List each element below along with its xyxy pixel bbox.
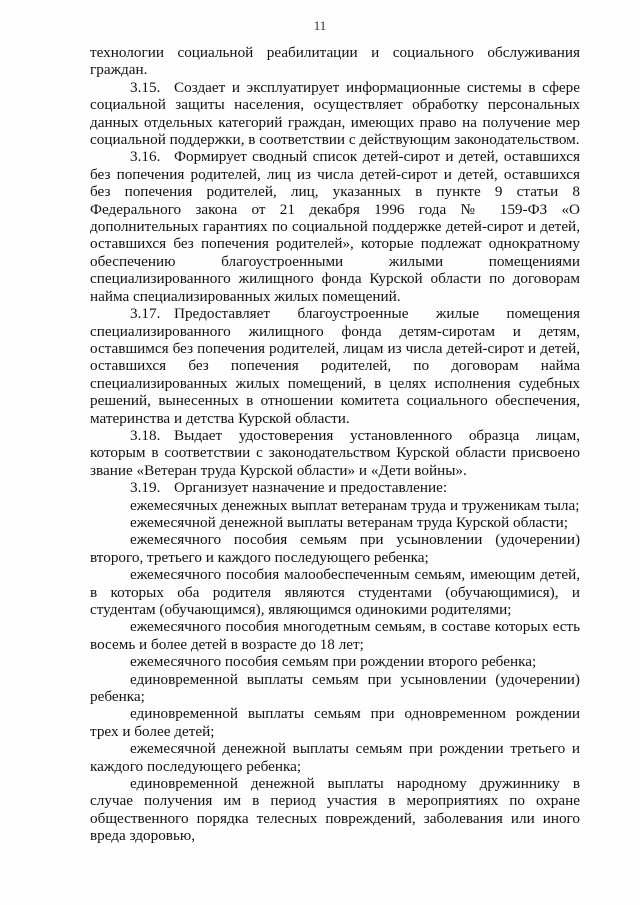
paragraph-3-17 (90, 305, 580, 427)
list-item: ежемесячного пособия семьям при рождении второго ребенка; (130, 653, 537, 671)
paragraph-3-18 (90, 427, 580, 479)
paragraph-text: Предоставляет благоустроенные жилые помещения специализированного жилищного фонда детям-сиротам и детям, оставшимся без попечения родителей, лицам из числа детей-сирот и детей, оставшихся без попечения родителей, по договорам найма специализированных жилых помещений, в целях исполнения судебных решений, вынесенных в отношении комитета социального обеспечения, материнства и детства Курской области. (90, 305, 580, 427)
list-item: ежемесячной денежной выплаты ветеранам труда Курской области; (130, 513, 569, 531)
paragraph-text: Организует назначение и предоставление: (174, 479, 448, 497)
paragraph-number: 3.15. (130, 78, 161, 96)
paragraph-text: Формирует сводный список детей-сирот и детей, оставшихся без попечения родителей, лиц из числа детей-сирот и детей, оставшихся без попечения родителей, лиц, указанных в пункте 9 статьи 8 Федерального закона от 21 декабря 1996 года № 159-ФЗ «О дополнительных гарантиях по социальной поддержке детей-сирот и детей, оставшихся без попечения родителей», которые подлежат однократному обеспечению благоустроенными жилыми помещениями специализированного жилищного фонда Курской области по договорам найма специализированных жилых помещений. (90, 148, 580, 305)
page-number: 11 (313, 18, 327, 33)
list-item: ежемесячного пособия малообеспеченным семьям, имеющим детей, в которых оба родителя являются студентами (обучающимися), и студентам (обучающимся), являющимся одинокими родителями; (90, 566, 580, 618)
list-item: единовременной выплаты семьям при одновременном рождении трех и более детей; (90, 705, 580, 740)
paragraph-3-15 (90, 79, 580, 149)
list-item: ежемесячной денежной выплаты семьям при рождении третьего и каждого последующего ребенка; (90, 740, 580, 775)
paragraph-number: 3.18. (130, 426, 161, 444)
paragraph-number: 3.17. (130, 305, 161, 323)
paragraph-text: Создает и эксплуатирует информационные системы в сфере социальной защиты населения, осуществляет обработку персональных данных отдельных категорий граждан, имеющих право на получение мер социальной поддержки, в соответствии с действующим законодательством. (90, 78, 580, 149)
paragraph-number: 3.19. (130, 479, 161, 497)
document-body (90, 44, 580, 845)
paragraph-3-19 (90, 479, 580, 496)
list-item: ежемесячного пособия семьям при усыновлении (удочерении) второго, третьего и каждого последующего ребенка; (90, 531, 580, 566)
list-item: ежемесячного пособия многодетным семьям, в составе которых есть восемь и более детей в возрасте до 18 лет; (90, 618, 580, 653)
list-item: единовременной выплаты семьям при усыновлении (удочерении) ребенка; (90, 670, 580, 706)
paragraph-number: 3.16. (130, 148, 161, 166)
paragraph-text: Выдает удостоверения установленного образца лицам, которым в соответствии с законодательством Курской области присвоено звание «Ветеран труда Курской области» и «Дети войны». (90, 426, 580, 479)
paragraph-3-16 (90, 148, 580, 305)
paragraph-continuation (90, 44, 580, 79)
paragraph-text: технологии социальной реабилитации и социального обслуживания граждан. (90, 44, 580, 79)
list-item: единовременной денежной выплаты народному дружиннику в случае получения им в период участия в мероприятиях по охране общественного порядка телесных повреждений, заболевания или иного вреда здоровью, (90, 775, 580, 845)
list-item: ежемесячных денежных выплат ветеранам труда и труженикам тыла; (130, 496, 580, 514)
